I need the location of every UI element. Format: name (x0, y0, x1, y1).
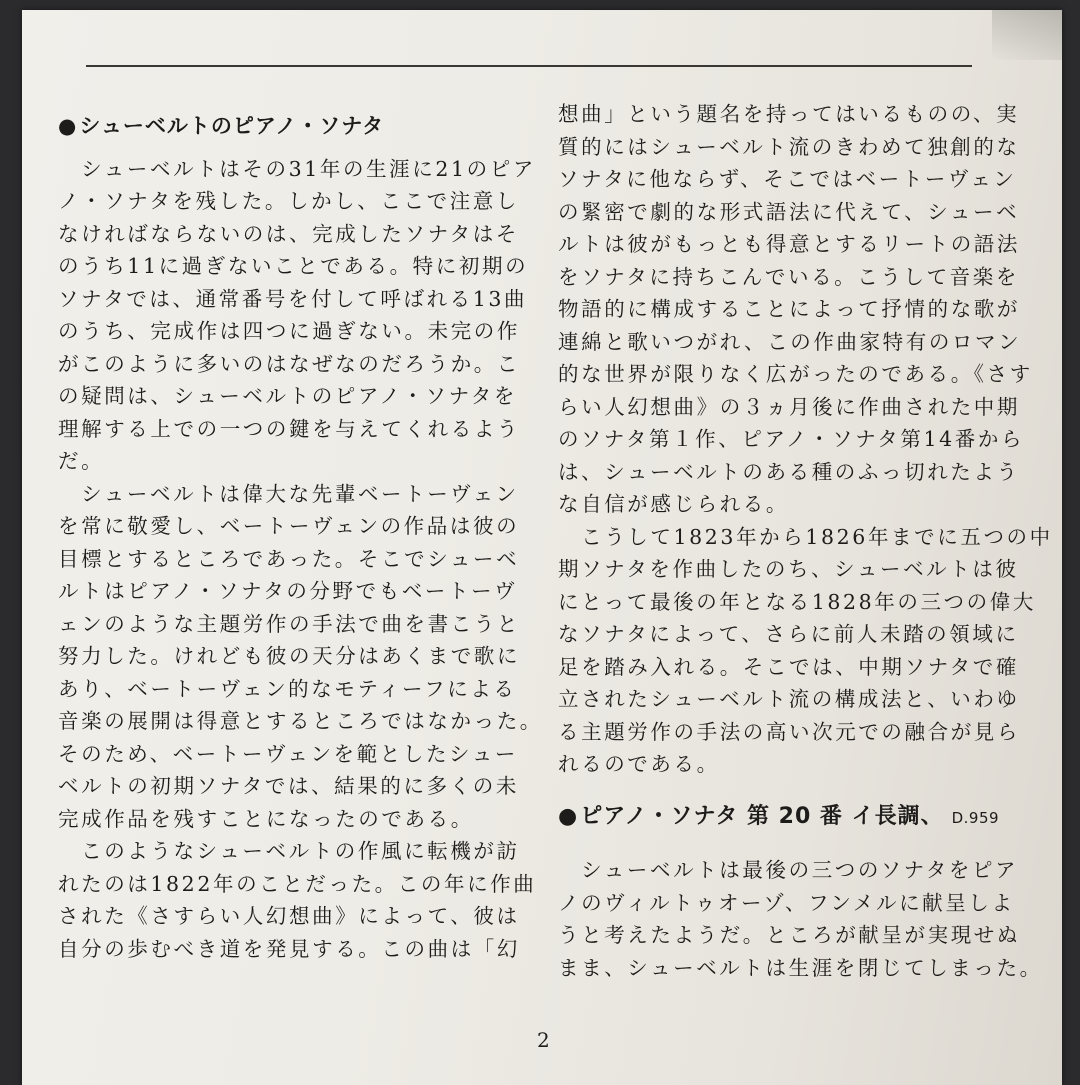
text-line: ソナタでは、通常番号を付して呼ばれる13曲 (58, 286, 528, 311)
text-line: された《さすらい人幻想曲》によって、彼は (58, 904, 520, 928)
left-column (58, 110, 543, 965)
text-line: こうして1823年から1826年までに五つの中 (558, 524, 1053, 549)
text-line: を常に敬愛し、ベートーヴェンの作品は彼の (58, 514, 520, 538)
text-line: のソナタ第１作、ピアノ・ソナタ第14番から (558, 427, 1025, 451)
text-line: うと考えたようだ。ところが献呈が実現せぬ (558, 923, 1020, 947)
text-line: ルトはピアノ・ソナタの分野でもベートーヴ (58, 579, 518, 603)
text-line: ソナタに他ならず、そこではベートーヴェン (558, 167, 1017, 191)
text-line: シューベルトは偉大な先輩ベートーヴェン (58, 481, 519, 506)
text-line: 質的にはシューベルト流のきわめて独創的な (558, 134, 1020, 159)
text-line: 理解する上での一つの鍵を与えてくれるよう (58, 416, 520, 441)
top-rule (86, 65, 972, 67)
text-line: をソナタに持ちこんでいる。こうして音楽を (558, 264, 1019, 289)
text-line: なければならないのは、完成したソナタはそ (58, 221, 519, 246)
text-line: らい人幻想曲》の３ヵ月後に作曲された中期 (558, 394, 1020, 419)
text-line: がこのように多いのはなぜなのだろうか。こ (58, 351, 520, 376)
text-line: 自分の歩むべき道を発見する。この曲は「幻 (58, 936, 520, 961)
text-line: ノ・ソナタを残した。しかし、ここで注意し (58, 189, 519, 213)
text-line: 連綿と歌いつがれ、この作曲家特有のロマン (558, 329, 1022, 354)
text-line: 想曲」という題名を持ってはいるものの、実 (558, 102, 1020, 126)
text-line: のうち、完成作は四つに過ぎない。未完の作 (58, 319, 520, 343)
text-line: あり、ベートーヴェン的なモティーフによる (58, 676, 517, 701)
right-body-text-bottom (558, 854, 1043, 984)
text-line: にとって最後の年となる1828年の三つの偉大 (558, 589, 1036, 614)
text-line: 立されたシューベルト流の構成法と、いわゆ (558, 687, 1020, 711)
text-line: そのため、ベートーヴェンを範としたシュー (58, 741, 518, 766)
text-line: 音楽の展開は得意とするところではなかった。 (58, 709, 543, 733)
text-line: れるのである。 (558, 752, 720, 776)
text-line: は、シューベルトのある種のふっ切れたよう (558, 459, 1020, 484)
bullet-icon: ● (558, 803, 579, 829)
section-heading-text: シューベルトのピアノ・ソナタ (79, 114, 385, 138)
booklet-page (22, 10, 1062, 1085)
text-line: まま、シューベルトは生涯を閉じてしまった。 (558, 955, 1043, 980)
text-line: のうち11に過ぎないことである。特に初期の (58, 254, 529, 278)
section-heading-text: ピアノ・ソナタ 第 20 番 イ長調、 (580, 803, 944, 829)
text-line: シューベルトは最後の三つのソナタをピア (558, 858, 1019, 882)
right-column (558, 98, 1053, 984)
text-line: 足を踏み入れる。そこでは、中期ソナタで確 (558, 654, 1019, 679)
text-line: 目標とするところであった。そこでシューベ (58, 546, 520, 571)
text-line: ルトは彼がもっとも得意とするリートの語法 (558, 232, 1020, 256)
text-line: ェンのような主題労作の手法で曲を書こうと (58, 611, 520, 636)
text-line: 物語的に構成することによって抒情的な歌が (558, 297, 1020, 321)
text-line: ノのヴィルトゥオーゾ、フンメルに献呈しよ (558, 890, 1015, 915)
section-heading-piano-sonatas (58, 110, 518, 143)
page-curl-shadow (992, 10, 1062, 60)
text-line: 完成作品を残すことになったのである。 (58, 806, 474, 831)
text-line: な自信が感じられる。 (558, 492, 789, 516)
text-line: れたのは1822年のことだった。この年に作曲 (58, 871, 537, 896)
text-line: る主題労作の手法の高い次元での融合が見ら (558, 719, 1020, 744)
text-line: の疑問は、シューベルトのピアノ・ソナタを (58, 384, 517, 408)
left-body-text (58, 153, 543, 966)
page-number: 2 (537, 1028, 550, 1052)
catalog-number: D.959 (951, 808, 1000, 827)
text-line: 的な世界が限りなく広がったのである。《さす (558, 362, 1033, 386)
text-line: このようなシューベルトの作風に転機が訪 (58, 839, 520, 863)
text-line: 努力した。けれども彼の天分はあくまで歌に (58, 644, 520, 668)
text-line: の緊密で劇的な形式語法に代えて、シューベ (558, 199, 1020, 224)
text-line: なソナタによって、さらに前人未踏の領域に (558, 622, 1019, 646)
section-heading-sonata-20 (558, 801, 1018, 835)
right-body-text-top (558, 98, 1053, 781)
text-line: ベルトの初期ソナタでは、結果的に多くの未 (58, 774, 519, 798)
text-line: 期ソナタを作曲したのち、シューベルトは彼 (558, 557, 1019, 581)
text-line: だ。 (58, 449, 105, 473)
bullet-icon: ● (58, 114, 78, 138)
text-line: シューベルトはその31年の生涯に21のピア (58, 156, 536, 181)
